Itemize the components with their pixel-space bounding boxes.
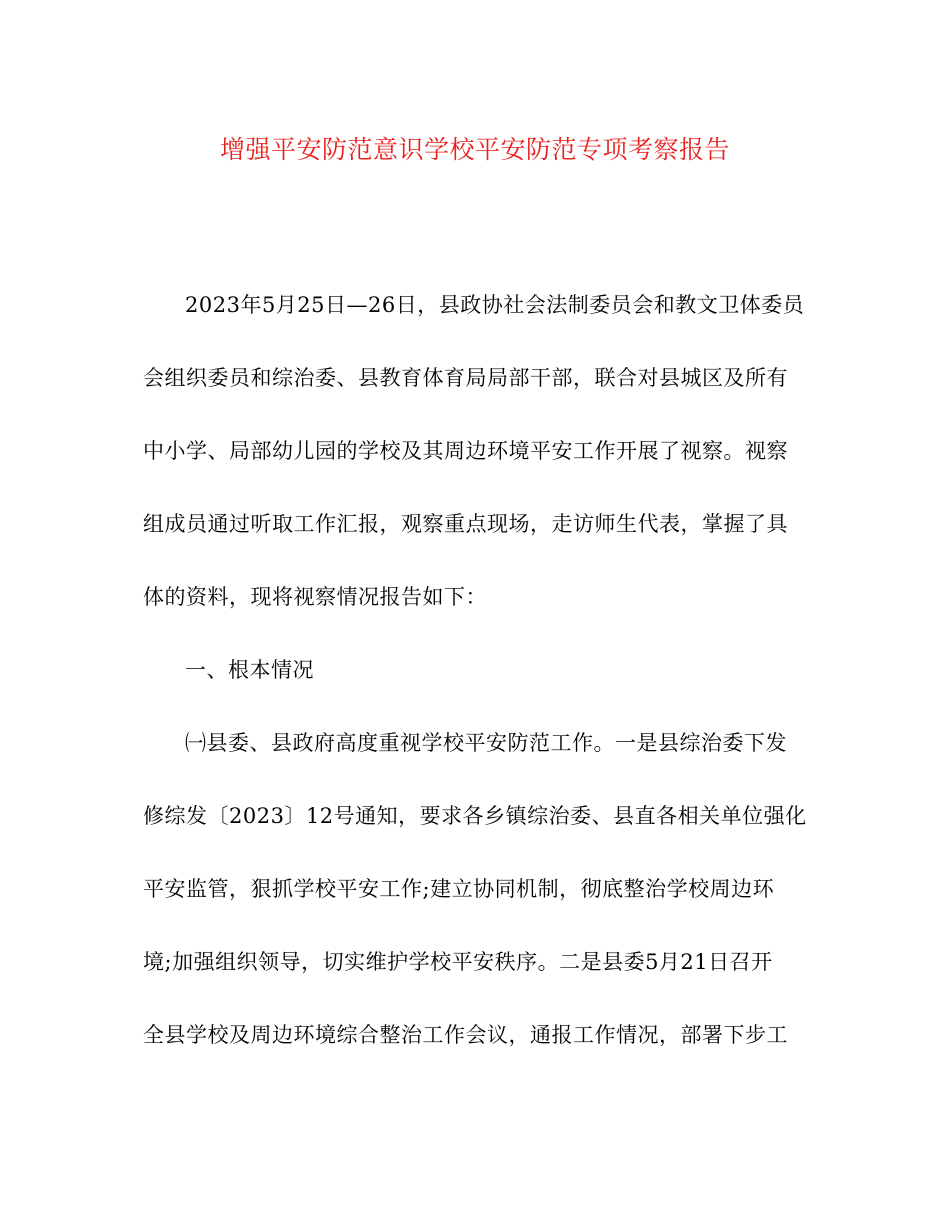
paragraph-line: 平安监管，狠抓学校平安工作;建立协同机制，彻底整治学校周边环 (143, 877, 775, 901)
paragraph-line: 境;加强组织领导，切实维护学校平安秩序。二是县委5月21日召开 (143, 950, 773, 974)
section-heading: 一、根本情况 (185, 658, 314, 682)
paragraph-line: 会组织委员和综治委、县教育体育局局部干部，联合对县城区及所有 (143, 366, 788, 390)
paragraph-line: 全县学校及周边环境综合整治工作会议，通报工作情况，部署下步工 (143, 1023, 788, 1047)
document-title: 增强平安防范意识学校平安防范专项考察报告 (219, 135, 730, 164)
paragraph-line: 2023年5月25日—26日，县政协社会法制委员会和教文卫体委员 (185, 293, 805, 317)
paragraph-line: 组成员通过听取工作汇报，观察重点现场，走访师生代表，掌握了具 (143, 512, 788, 536)
paragraph-line: ㈠县委、县政府高度重视学校平安防范工作。一是县综治委下发 (185, 731, 787, 755)
paragraph-line: 修综发〔2023〕12号通知，要求各乡镇综治委、县直各相关单位强化 (143, 804, 807, 828)
paragraph-line: 中小学、局部幼儿园的学校及其周边环境平安工作开展了视察。视察 (143, 439, 788, 463)
paragraph-line: 体的资料，现将视察情况报告如下： (143, 585, 487, 609)
